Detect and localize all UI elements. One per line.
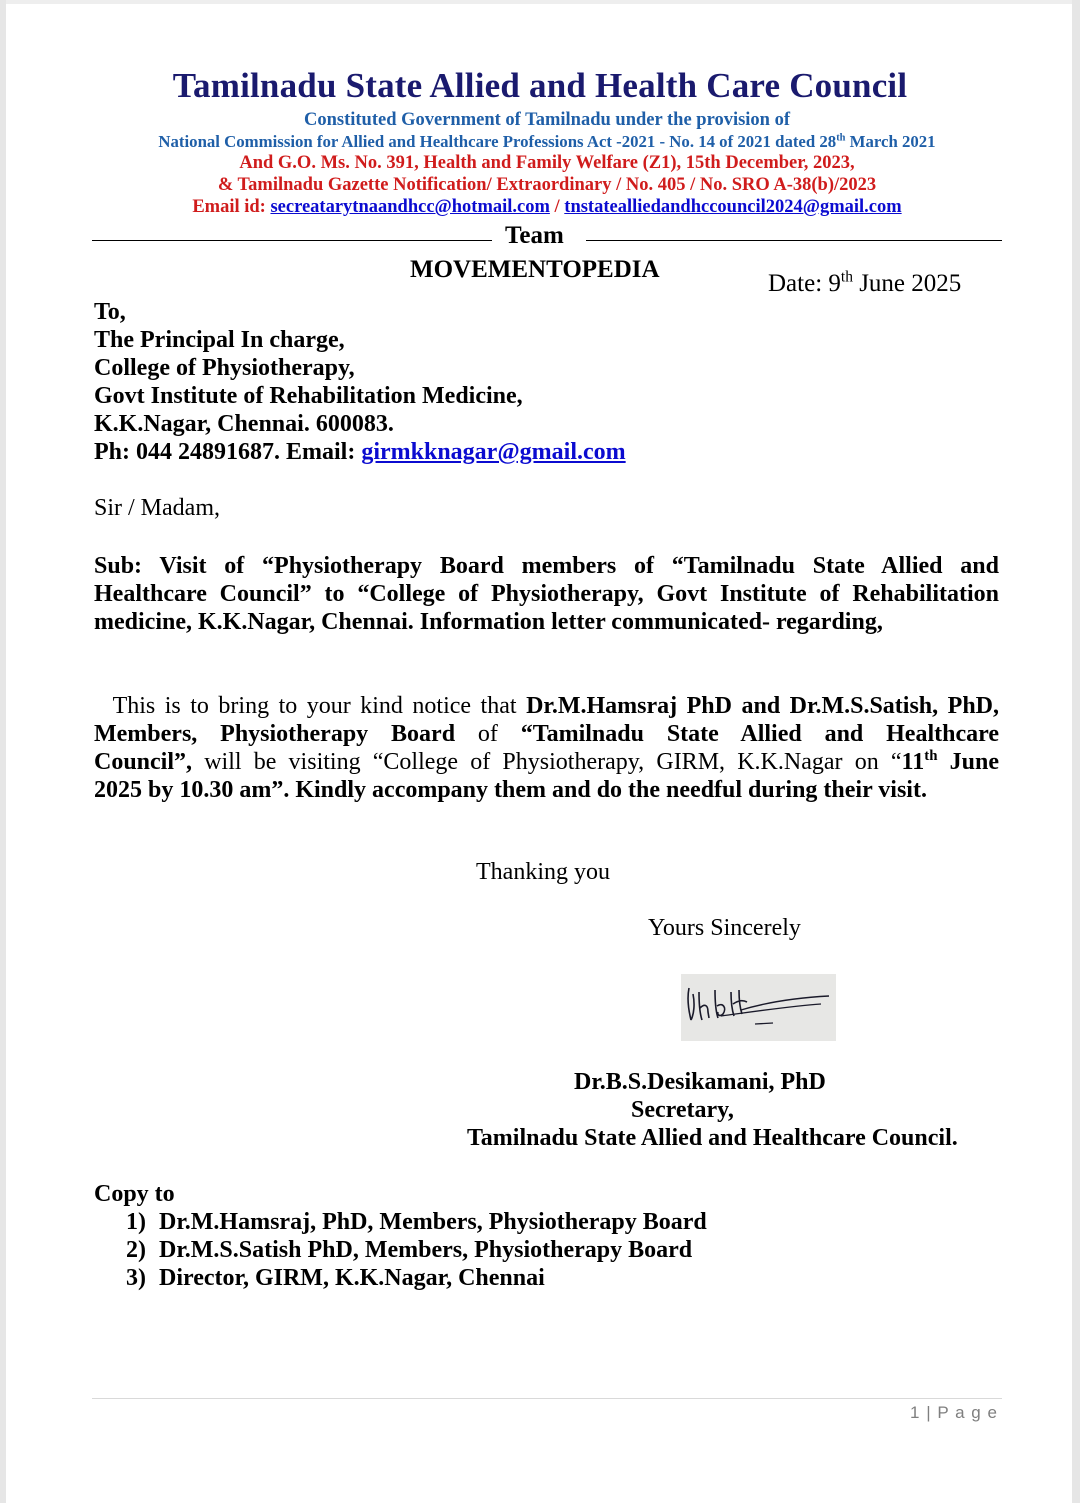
page-edge-top — [0, 0, 1080, 4]
body-line-1-text: This is to bring to your kind notice that — [94, 693, 527, 719]
page-footer — [910, 1403, 998, 1423]
recipient-line-1: The Principal In charge, — [94, 327, 345, 353]
body-line-3-council: Council”, — [94, 749, 193, 775]
page-number: 1 — [910, 1403, 921, 1422]
email-separator: / — [549, 197, 565, 217]
copy-to-text: Dr.M.S.Satish PhD, Members, Physiotherapy Board — [159, 1237, 693, 1263]
copy-to-text: Dr.M.Hamsraj, PhD, Members, Physiotherapy Board — [159, 1209, 707, 1235]
letterhead-line-4: & Tamilnadu Gazette Notification/ Extraordinary / No. 405 / No. SRO A-38(b)/2023 — [217, 175, 877, 195]
signature-scribble — [681, 974, 836, 1041]
body-line-3 — [94, 748, 999, 776]
letterhead-email-line — [0, 197, 1080, 218]
subject-line-1: Sub: Visit of “Physiotherapy Board members of “Tamilnadu State Allied and — [94, 553, 999, 579]
page-edge-left — [0, 0, 6, 1503]
recipient-phone: Ph: 044 24891687. Email: — [94, 439, 362, 465]
email-link-hotmail[interactable]: secreatarytnaandhcc@hotmail.com — [270, 197, 550, 217]
recipient-line-3: Govt Institute of Rehabilitation Medicine, — [94, 383, 523, 409]
date-suffix: June 2025 — [852, 270, 962, 297]
letterhead-line-3: And G.O. Ms. No. 391, Health and Family Welfare (Z1), 15th December, 2023, — [239, 153, 855, 173]
body-line-3-sup: th — [924, 748, 938, 764]
footer-rule — [92, 1398, 1002, 1399]
copy-to-number: 3) — [126, 1265, 146, 1291]
copy-to-number: 2) — [126, 1237, 146, 1263]
body-line-2-council: “Tamilnadu State Allied and Healthcare — [520, 721, 999, 747]
body-line-2 — [94, 720, 999, 748]
letterhead-line-2-end: March 2021 — [845, 132, 936, 151]
recipient-email-link[interactable]: girmkknagar@gmail.com — [361, 439, 626, 465]
signatory-name: Dr.B.S.Desikamani, PhD — [574, 1069, 826, 1095]
subject-line-3: medicine, K.K.Nagar, Chennai. Information letter communicated- regarding, — [94, 609, 883, 635]
date-prefix: Date: 9 — [768, 270, 841, 297]
thanking-you: Thanking you — [476, 859, 610, 885]
copy-to-heading: Copy to — [94, 1181, 175, 1207]
body-line-3-day: 11 — [901, 749, 925, 775]
recipient-line-2: College of Physiotherapy, — [94, 355, 355, 381]
letterhead-line-1: Constituted Government of Tamilnadu under the provision of — [303, 110, 791, 130]
letterhead-line-2 — [0, 132, 1080, 152]
salutation: Sir / Madam, — [94, 495, 220, 521]
page-edge-right — [1072, 0, 1080, 1503]
signatory-role: Secretary, — [631, 1097, 734, 1123]
subject-paragraph — [94, 552, 999, 636]
body-line-1-names: Dr.M.Hamsraj PhD and Dr.M.S.Satish, PhD, — [526, 693, 1000, 719]
yours-sincerely: Yours Sincerely — [648, 915, 801, 941]
date-sup: th — [840, 268, 853, 286]
body-line-3-month: June — [937, 749, 1000, 775]
recipient-contact — [94, 439, 626, 466]
letterhead-line-2-main: National Commission for Allied and Healthcare Professions Act -2021 - No. 14 of 2021 dated 28 — [158, 132, 837, 151]
copy-to-item — [126, 1209, 707, 1236]
copy-to-item — [126, 1265, 545, 1292]
email-link-gmail[interactable]: tnstatealliedandhccouncil2024@gmail.com — [564, 197, 902, 217]
body-line-2-board: Members, Physiotherapy Board — [94, 721, 456, 747]
header-rule-right — [586, 240, 1002, 241]
page-separator: | — [920, 1403, 938, 1422]
body-line-3-visit: will be visiting “College of Physiotherapy, GIRM, K.K.Nagar on “ — [192, 749, 902, 775]
signature-image — [681, 974, 836, 1041]
team-label: Team — [505, 222, 564, 249]
copy-to-number: 1) — [126, 1209, 146, 1235]
copy-to-text: Director, GIRM, K.K.Nagar, Chennai — [159, 1265, 545, 1291]
council-title: Tamilnadu State Allied and Health Care Council — [172, 66, 908, 105]
body-line-1 — [94, 692, 999, 720]
body-line-2-of: of — [455, 721, 521, 747]
copy-to-item — [126, 1237, 692, 1264]
recipient-line-4: K.K.Nagar, Chennai. 600083. — [94, 411, 394, 437]
body-line-4: 2025 by 10.30 am”. Kindly accompany them and do the needful during their visit. — [94, 777, 927, 803]
header-rule-left — [92, 240, 492, 241]
team-name: MOVEMENTOPEDIA — [410, 256, 660, 283]
subject-line-2: Healthcare Council” to “College of Physiotherapy, Govt Institute of Rehabilitation — [94, 581, 999, 607]
signatory-organisation: Tamilnadu State Allied and Healthcare Council. — [467, 1125, 958, 1151]
body-paragraph — [94, 692, 999, 804]
recipient-to: To, — [94, 299, 126, 325]
letter-date — [768, 270, 961, 298]
letterhead-line-2-sup: th — [836, 132, 846, 144]
page-label: P a g e — [937, 1403, 998, 1422]
email-label: Email id: — [192, 197, 271, 217]
